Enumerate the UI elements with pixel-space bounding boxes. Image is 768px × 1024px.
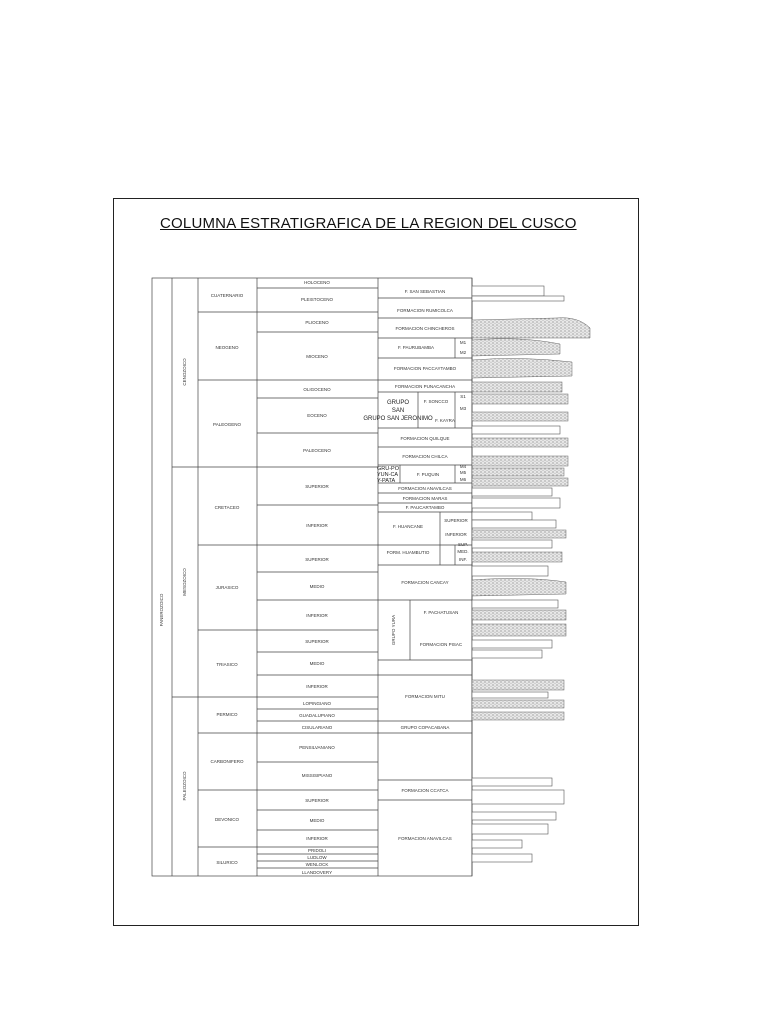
formation-label: FORMACION ANAVILCAS bbox=[398, 486, 452, 491]
formation-label: FORMACION CHILCA bbox=[402, 454, 448, 459]
epoch-label: WENLOCK bbox=[305, 862, 329, 867]
formation-label: F. PACHATUSAN bbox=[423, 610, 459, 615]
period-labels bbox=[210, 293, 244, 865]
formation-label: SAN bbox=[391, 408, 405, 414]
period-label: SILURICO bbox=[216, 860, 238, 865]
epoch-label: LUDLOW bbox=[307, 855, 327, 860]
subunit-label: SUPERIOR bbox=[444, 518, 468, 523]
epoch-label: MEDIO bbox=[309, 584, 325, 589]
epoch-label: MEDIO bbox=[309, 661, 325, 666]
subunit-label: M1 bbox=[459, 340, 467, 345]
formation-label: F. KAYRA bbox=[435, 418, 455, 423]
period-label: CARBONIFERO bbox=[210, 759, 244, 764]
epoch-label: INFERIOR bbox=[306, 684, 328, 689]
formation-label: FORM. HUAMBUTIO bbox=[386, 550, 430, 555]
formation-label: FORMACION CCATCA bbox=[401, 788, 449, 793]
formation-label: F. SONCCO bbox=[423, 399, 449, 404]
subunit-label: M4 bbox=[459, 464, 467, 469]
period-label: NEOGENO bbox=[215, 345, 239, 350]
formation-label: FORMACION ANAVILCAS bbox=[398, 836, 452, 841]
formation-label: F. PUQUIN bbox=[416, 472, 440, 477]
formation-label: F. PAURUBAMBA bbox=[398, 345, 434, 350]
lithology-bed bbox=[472, 578, 566, 596]
subunit-label: MED. bbox=[457, 549, 469, 554]
epoch-label: LLANDOVERY bbox=[301, 870, 333, 875]
lithology-bed bbox=[472, 382, 562, 392]
lithology-bed bbox=[472, 488, 552, 496]
subunit-label: S1 bbox=[460, 394, 466, 399]
lithology-bed bbox=[472, 812, 556, 820]
formation-label: FORMACION CANCAY bbox=[401, 580, 449, 585]
epoch-label: LOPINGIANO bbox=[302, 701, 332, 706]
epoch-label: PLEISTOCENO bbox=[301, 297, 333, 302]
epoch-label: SUPERIOR bbox=[305, 557, 329, 562]
era-label-mesozoico: MESOZOICO bbox=[182, 568, 187, 596]
formation-label: FORMACION RUMICOLCA bbox=[397, 308, 453, 313]
lithology-bed bbox=[472, 426, 560, 434]
lithology-bed bbox=[472, 296, 564, 301]
lithology-bed bbox=[472, 412, 568, 421]
epoch-label: INFERIOR bbox=[306, 836, 328, 841]
lithology-bed bbox=[472, 600, 558, 608]
lithology-bed bbox=[472, 540, 552, 548]
subunit-label: M3 bbox=[459, 406, 467, 411]
epoch-label: PLIOCENO bbox=[305, 320, 329, 325]
subunit-label: M2 bbox=[459, 350, 467, 355]
formation-label: FORMACION CHINCHEROS bbox=[395, 326, 455, 331]
epoch-label: PENSILVANIANO bbox=[299, 745, 335, 750]
epoch-label: MISSISIPIANO bbox=[301, 773, 333, 778]
lithology-bed bbox=[472, 358, 572, 378]
lithology-bed bbox=[472, 394, 568, 404]
epoch-label: INFERIOR bbox=[306, 523, 328, 528]
formation-label: F. PAUCARTAMBO bbox=[405, 505, 445, 510]
period-label: PERMICO bbox=[216, 712, 238, 717]
formation-label: F. HUANCANE bbox=[392, 524, 424, 529]
formation-label: FORMACION MITU bbox=[405, 694, 445, 699]
lithology-bed bbox=[472, 624, 566, 636]
lithology-bed bbox=[472, 854, 532, 862]
lithology-bed bbox=[472, 438, 568, 447]
formation-label: FORMACION PACCAYTAMBO bbox=[393, 366, 457, 371]
lithology-column bbox=[472, 286, 590, 862]
eon-label: FANEROZOICO bbox=[159, 593, 164, 627]
epoch-label: GUADALUPIANO bbox=[299, 713, 335, 718]
lithology-bed bbox=[472, 512, 532, 520]
lithology-bed bbox=[472, 692, 548, 698]
lithology-bed bbox=[472, 468, 564, 476]
epoch-label: SUPERIOR bbox=[305, 798, 329, 803]
lithology-bed bbox=[472, 640, 552, 648]
subunit-labels bbox=[444, 340, 468, 562]
lithology-bed bbox=[472, 552, 562, 562]
subunit-label: INF. bbox=[458, 557, 468, 562]
lithology-bed bbox=[472, 318, 590, 338]
formation-label: GRUPO SAN JERONIMO bbox=[363, 416, 433, 422]
lithology-bed bbox=[472, 339, 560, 356]
period-label: PALEOGENO bbox=[213, 422, 241, 427]
period-label: TRIASICO bbox=[216, 662, 238, 667]
epoch-label: EOCENO bbox=[307, 413, 327, 418]
page-title: COLUMNA ESTRATIGRAFICA DE LA REGION DEL CUSCO bbox=[160, 215, 577, 232]
lithology-bed bbox=[472, 680, 564, 690]
epoch-label: HOLOCENO bbox=[304, 280, 330, 285]
formation-label: FORMACION PUNACANCHA bbox=[394, 384, 456, 389]
lithology-bed bbox=[472, 790, 564, 804]
subunit-label: INFERIOR bbox=[445, 532, 467, 537]
formation-label: F. SAN SEBASTIAN bbox=[404, 289, 446, 294]
epoch-label: PALEOCENO bbox=[303, 448, 331, 453]
period-label: CRETACEO bbox=[214, 505, 240, 510]
formation-label: FORMACION QUILQUE bbox=[400, 436, 450, 441]
grupo-yuncaypata-label bbox=[377, 466, 399, 512]
lithology-bed bbox=[472, 712, 564, 720]
subunit-label: M5 bbox=[459, 470, 467, 475]
lithology-bed bbox=[472, 566, 548, 576]
epoch-label: SUPERIOR bbox=[305, 639, 329, 644]
subunit-label: SUP. bbox=[458, 542, 468, 547]
subunit-label: M6 bbox=[459, 477, 467, 482]
formation-label: FORMACION PISAC bbox=[419, 642, 463, 647]
formation-label: GRUPO bbox=[386, 400, 410, 406]
lithology-bed bbox=[472, 650, 542, 658]
lithology-bed bbox=[472, 478, 568, 486]
epoch-labels bbox=[299, 280, 335, 875]
lithology-bed bbox=[472, 498, 560, 508]
era-label-cenozoico: CENOZOICO bbox=[182, 358, 187, 386]
period-label: JURASICO bbox=[215, 585, 239, 590]
era-label-paleozoico: PALEOZOICO bbox=[182, 771, 187, 801]
period-label: DEVONICO bbox=[214, 817, 240, 822]
formation-label: FORMACION MARAS bbox=[402, 496, 448, 501]
grupo-yuncaypata-text: GRU-PO YUN-CAY-PATA bbox=[377, 466, 399, 484]
lithology-bed bbox=[472, 824, 548, 834]
epoch-label: CISULARIANO bbox=[301, 725, 333, 730]
epoch-label: MEDIO bbox=[309, 818, 325, 823]
lithology-bed bbox=[472, 610, 566, 620]
lithology-bed bbox=[472, 840, 522, 848]
lithology-bed bbox=[472, 456, 568, 466]
formation-label: GRUPO COPACABANA bbox=[400, 725, 450, 730]
lithology-bed bbox=[472, 530, 566, 538]
epoch-label: SUPERIOR bbox=[305, 484, 329, 489]
epoch-label: PRIDOLI bbox=[307, 848, 327, 853]
lithology-bed bbox=[472, 286, 544, 296]
epoch-label: OLIGOCENO bbox=[303, 387, 331, 392]
period-label: CUATERNARIO bbox=[210, 293, 244, 298]
epoch-label: INFERIOR bbox=[306, 613, 328, 618]
lithology-bed bbox=[472, 700, 564, 708]
epoch-label: MIOCENO bbox=[306, 354, 328, 359]
lithology-bed bbox=[472, 520, 556, 528]
lithology-bed bbox=[472, 778, 552, 786]
formation-label: GRUPO YURA bbox=[391, 614, 396, 646]
